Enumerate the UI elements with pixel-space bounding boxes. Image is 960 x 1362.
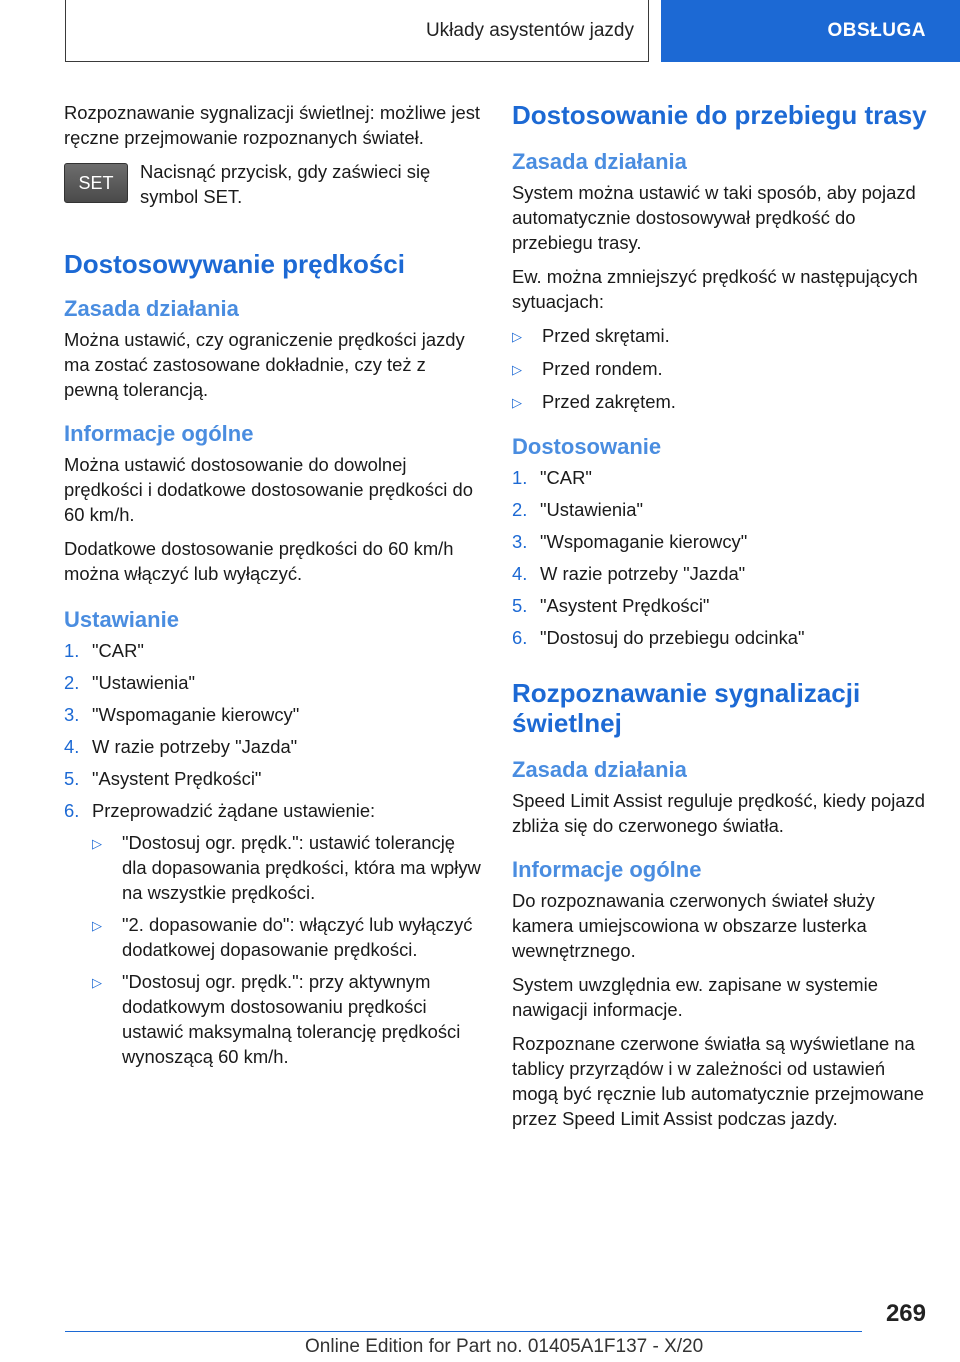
set-instruction-text: Nacisnąć przycisk, gdy zaświeci się symbol SET. — [140, 161, 431, 207]
general-info-p1: Można ustawić dostosowanie do dowolnej prędkości i dodatkowe dostosowanie prędkości do 60 km/h. — [64, 454, 473, 525]
list-item — [512, 465, 928, 490]
set-button-icon: SET — [64, 163, 128, 203]
intro-paragraph: Rozpoznawanie sygnalizacji świetlnej: możliwe jest ręczne przejmowanie rozpoznanych świateł. — [64, 102, 481, 148]
step-text: "Ustawienia" — [540, 499, 644, 520]
list-item — [512, 625, 928, 650]
chapter-title: OBSŁUGA — [827, 20, 926, 41]
heading-adjustment: Dostosowanie — [512, 434, 662, 459]
settings-steps — [64, 638, 484, 823]
triangle-bullet-icon: ▷ — [92, 918, 102, 933]
substep-text: "2. dopasowanie do": włączyć lub wyłączyć dodatkowej dopasowanie prędkości. — [122, 914, 473, 960]
principle-text: Można ustawić, czy ograniczenie prędkości jazdy ma zostać zastosowane dokładnie, czy też z pewną tolerancją. — [64, 329, 465, 400]
list-item — [64, 670, 484, 695]
step-text: W razie potrzeby "Jazda" — [540, 563, 746, 584]
edition-note: Online Edition for Part no. 01405A1F137 - X/20 — [305, 1336, 704, 1357]
heading-traffic-light-recognition: Rozpoznawanie sygnalizacji świetlnej — [512, 678, 861, 738]
step-number: 5. — [64, 768, 80, 789]
list-item — [64, 798, 484, 823]
list-item — [92, 969, 484, 1069]
settings-substeps — [92, 830, 484, 1069]
step-number: 5. — [512, 595, 528, 616]
traffic-info-p2: System uwzględnia ew. zapisane w systemie nawigacji informacje. — [512, 974, 878, 1020]
step-number: 6. — [512, 627, 528, 648]
heading-speed-adjustment: Dostosowywanie prędkości — [64, 249, 405, 279]
list-item — [512, 356, 928, 382]
step-number: 2. — [64, 672, 80, 693]
bullet-text: Przed zakrętem. — [542, 391, 676, 412]
page-number: 269 — [885, 1300, 926, 1327]
list-item — [512, 561, 928, 586]
heading-route-adjustment: Dostosowanie do przebiegu trasy — [512, 100, 927, 130]
step-number: 3. — [64, 704, 80, 725]
step-text: "CAR" — [92, 640, 144, 661]
step-text: "Asystent Prędkości" — [540, 595, 710, 616]
heading-general-info: Informacje ogólne — [512, 857, 702, 882]
step-number: 2. — [512, 499, 528, 520]
step-number: 4. — [64, 736, 80, 757]
section-title: Układy asystentów jazdy — [425, 19, 634, 41]
route-situations — [512, 323, 928, 415]
step-number: 4. — [512, 563, 528, 584]
step-text: "Wspomaganie kierowcy" — [540, 531, 748, 552]
triangle-bullet-icon: ▷ — [512, 395, 522, 410]
step-text: "Wspomaganie kierowcy" — [92, 704, 300, 725]
step-text: Przeprowadzić żądane ustawienie: — [92, 800, 376, 821]
list-item — [64, 702, 484, 727]
left-column — [64, 100, 484, 1076]
list-item — [92, 912, 484, 962]
list-item — [512, 389, 928, 415]
traffic-info-p3: Rozpoznane czerwone światła są wyświetlane na tablicy przyrządów i w zależności od ustawień mogą być ręcznie lub automatycznie przejmowane przez Speed Limit Assist podczas jazdy. — [512, 1033, 924, 1129]
step-number: 1. — [512, 467, 528, 488]
list-item — [92, 830, 484, 905]
heading-settings: Ustawianie — [64, 607, 179, 632]
triangle-bullet-icon: ▷ — [512, 329, 522, 344]
bullet-text: Przed skrętami. — [542, 325, 670, 346]
step-text: "Dostosuj do przebiegu odcinka" — [540, 627, 805, 648]
route-principle-p2: Ew. można zmniejszyć prędkość w następujących sytuacjach: — [512, 266, 918, 312]
set-instruction — [64, 159, 484, 209]
general-info-p2: Dodatkowe dostosowanie prędkości do 60 km/h można włączyć lub wyłączyć. — [64, 538, 454, 584]
heading-principle: Zasada działania — [512, 757, 687, 782]
bullet-text: Przed rondem. — [542, 358, 663, 379]
step-text: "CAR" — [540, 467, 592, 488]
step-number: 3. — [512, 531, 528, 552]
list-item — [512, 323, 928, 349]
step-text: "Ustawienia" — [92, 672, 196, 693]
triangle-bullet-icon: ▷ — [92, 975, 102, 990]
substep-text: "Dostosuj ogr. prędk.": ustawić tolerancję dla dopasowania prędkości, która ma wpływ na wszystkie prędkości. — [122, 832, 481, 903]
route-principle-p1: System można ustawić w taki sposób, aby pojazd automatycznie dostosowywał prędkość do przebiegu trasy. — [512, 182, 916, 253]
list-item — [512, 497, 928, 522]
footer-divider — [65, 1331, 862, 1332]
list-item — [512, 529, 928, 554]
traffic-light-principle-text: Speed Limit Assist reguluje prędkość, kiedy pojazd zbliża się do czerwonego światła. — [512, 790, 925, 836]
heading-general-info: Informacje ogólne — [64, 421, 254, 446]
triangle-bullet-icon: ▷ — [512, 362, 522, 377]
list-item — [64, 734, 484, 759]
substep-text: "Dostosuj ogr. prędk.": przy aktywnym dodatkowym dostosowaniu prędkości ustawić maksymalną tolerancję prędkości wynoszącą 60 km/h. — [122, 971, 461, 1067]
list-item — [64, 638, 484, 663]
step-number: 6. — [64, 800, 80, 821]
right-column — [512, 100, 928, 1140]
list-item — [512, 593, 928, 618]
triangle-bullet-icon: ▷ — [92, 836, 102, 851]
step-number: 1. — [64, 640, 80, 661]
traffic-info-p1: Do rozpoznawania czerwonych świateł służy kamera umiejscowiona w obszarze lusterka wewnętrznego. — [512, 890, 875, 961]
step-text: W razie potrzeby "Jazda" — [92, 736, 298, 757]
step-text: "Asystent Prędkości" — [92, 768, 262, 789]
heading-principle: Zasada działania — [512, 149, 687, 174]
running-header-section — [65, 0, 649, 62]
heading-principle: Zasada działania — [64, 296, 239, 321]
chapter-tab — [661, 0, 960, 62]
list-item — [64, 766, 484, 791]
adjustment-steps — [512, 465, 928, 650]
